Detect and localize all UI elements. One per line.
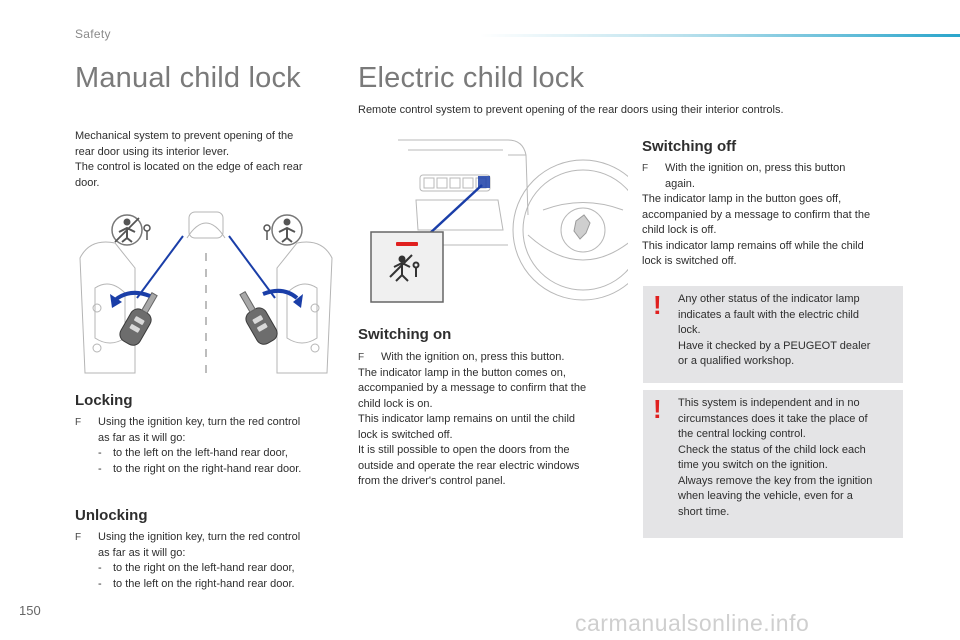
unlocking-item [75,577,345,593]
note-line: or a qualified workshop. [678,355,795,367]
note-line: Always remove the key from the ignition [678,474,873,487]
note-line: circumstances does it take the place of [678,412,868,425]
locking-instructions [75,415,345,477]
switching-off-bullet [642,161,907,192]
warning-note-text [678,396,895,520]
switching-off-bullet-line: With the ignition on, press this button [665,162,846,174]
dash-marker: - [98,462,102,475]
note-line: lock. [678,324,701,336]
switching-on-line: It is still possible to open the doors from the [358,444,570,456]
manual-intro-line: rear door using its interior lever. [75,145,230,158]
switching-off-text [642,161,907,270]
note-line: short time. [678,505,730,518]
note-line: Have it checked by a PEUGEOT dealer [678,339,871,352]
note-line: Check the status of the child lock each [678,443,866,456]
locking-item-text: to the right on the right-hand rear door. [113,462,302,475]
note-line: when leaving the vehicle, even for a [678,490,853,502]
header-rule [480,34,960,37]
switching-on-bullet [358,350,623,366]
note-line: indicates a fault with the electric child [678,308,859,321]
switching-on-bullet-text: With the ignition on, press this button. [381,351,565,363]
section-label: Safety [75,27,111,41]
switching-off-line: child lock is off. [642,224,717,236]
switching-on-line: accompanied by a message to confirm that the [358,382,587,394]
page-number: 150 [19,603,41,618]
switching-on-line: This indicator lamp remains on until the child [358,413,576,425]
locking-bullet [75,415,345,446]
dash-marker: - [98,562,102,574]
switching-off-line: The indicator lamp in the button goes off, [642,193,842,205]
switching-on-line: lock is switched off. [358,428,453,441]
electric-child-lock-title: Electric child lock [358,62,585,94]
manual-intro-line: door. [75,176,100,189]
warning-note-independent [643,390,903,538]
bullet-marker-icon: F [75,532,82,543]
locking-bullet-line: as far as it will go: [98,431,186,444]
unlocking-bullet-line: as far as it will go: [98,546,186,559]
switching-on-heading: Switching on [358,326,452,343]
locking-heading: Locking [75,392,133,409]
switching-off-line: lock is switched off. [642,255,737,267]
bullet-marker-icon: F [75,417,82,428]
bullet-marker-icon: F [358,352,365,363]
note-line: time you switch on the ignition. [678,459,828,471]
switching-on-line: outside and operate the rear electric windows [358,459,580,472]
note-line: the central locking control. [678,428,806,440]
unlocking-bullet-line: Using the ignition key, turn the red control [98,531,301,543]
bullet-marker-icon: F [642,163,649,174]
dash-marker: - [98,447,102,459]
note-line: Any other status of the indicator lamp [678,293,860,305]
manual-intro-line: Mechanical system to prevent opening of the [75,130,294,142]
locking-item-text: to the left on the left-hand rear door, [113,447,288,459]
warning-icon: ! [653,290,662,320]
manual-child-lock-illustration [75,198,337,378]
manual-intro-line: The control is located on the edge of each rear [75,161,303,173]
switching-on-line: child lock is on. [358,397,433,410]
unlocking-item-text: to the left on the right-hand rear door. [113,577,295,590]
switching-off-line: accompanied by a message to confirm that the [642,208,871,221]
dash-marker: - [98,577,102,590]
locking-item [75,446,345,462]
manual-intro [75,129,345,191]
electric-child-lock-illustration [358,135,628,310]
warning-icon: ! [653,394,662,424]
switching-on-text [358,350,623,490]
manual-child-lock-title: Manual child lock [75,62,301,94]
unlocking-bullet [75,530,345,561]
unlocking-item-text: to the right on the left-hand rear door, [113,562,295,574]
switching-off-heading: Switching off [642,138,737,155]
switching-on-line: The indicator lamp in the button comes on, [358,366,566,379]
warning-note-text [678,292,895,370]
switching-off-bullet-line: again. [665,177,695,190]
warning-note-fault [643,286,903,383]
unlocking-instructions [75,530,345,592]
switching-off-line: This indicator lamp remains off while the child [642,239,864,252]
watermark: carmanualsonline.info [575,610,810,636]
switching-on-line: from the driver's control panel. [358,475,506,487]
note-line: This system is independent and in no [678,397,860,409]
locking-item [75,462,345,478]
electric-intro: Remote control system to prevent opening of the rear doors using their interior controls. [358,104,784,116]
unlocking-heading: Unlocking [75,507,148,524]
locking-bullet-line: Using the ignition key, turn the red control [98,416,301,428]
unlocking-item [75,561,345,577]
